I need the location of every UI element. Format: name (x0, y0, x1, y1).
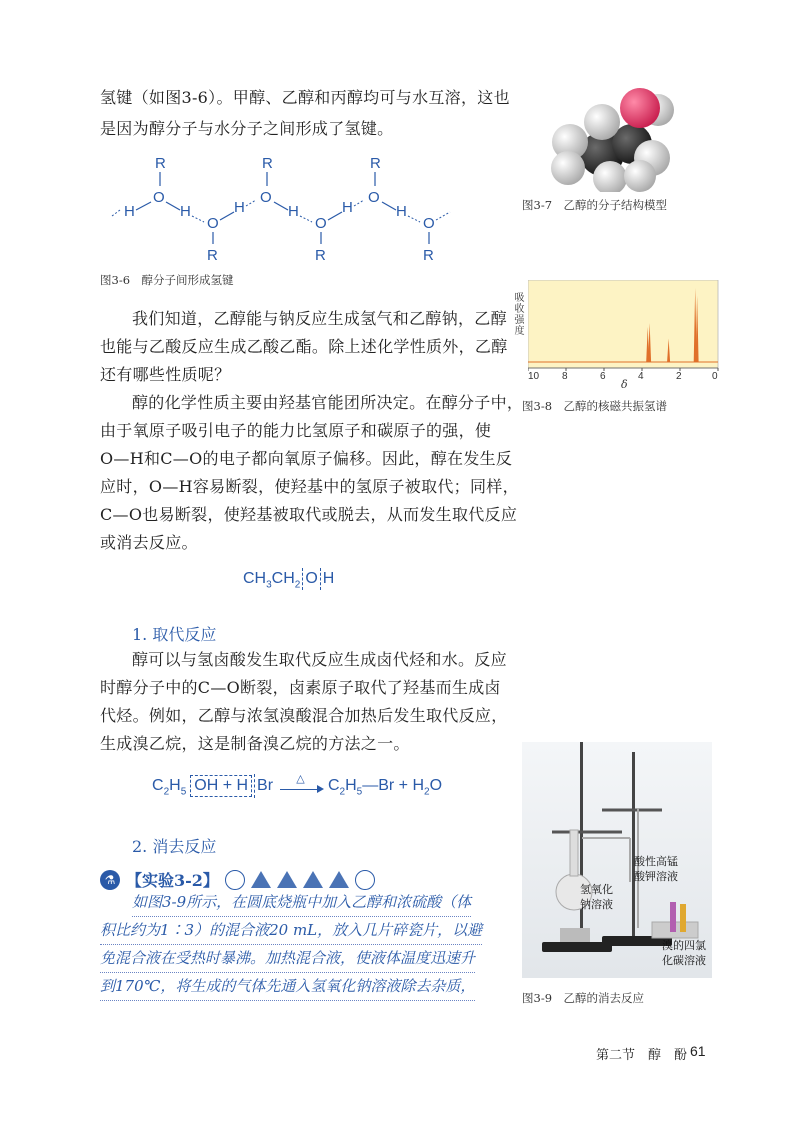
nmr-xlabel: δ (621, 378, 628, 390)
fire-warning-icon (277, 871, 297, 888)
para1-line-2: 也能与乙酸反应生成乙酸乙酯。除上述化学性质外，乙醇 (100, 337, 508, 356)
atom-o: O (207, 215, 219, 232)
atom-h: H (288, 203, 299, 220)
substitution-equation: $C_2H_5$ OH + H Br △ $C_2H_5—Br + H_2O$ (152, 773, 443, 798)
fig37-caption: 图3-7 乙醇的分子结构模型 (522, 198, 668, 212)
page-number: 61 (690, 1043, 706, 1059)
fig36-caption: 图3-6 醇分子间形成氢键 (100, 273, 234, 287)
label-bromine: 溴的四氯 化碳溶液 (662, 939, 706, 967)
heat-warning-icon (251, 871, 271, 888)
atom-r: R (315, 247, 326, 264)
experiment-line-2: 积比约为1∶3）的混合液20 mL，放入几片碎瓷片，以避 (100, 916, 482, 945)
footer-section: 第二节 醇 酚 (596, 1048, 688, 1063)
experiment-line-3: 免混合液在受热时暴沸。加热混合液，使液体温度迅速升 (100, 944, 475, 973)
experiment-line-4: 到170℃，将生成的气体先通入氢氧化钠溶液除去杂质， (100, 972, 475, 1001)
atom-o: O (260, 189, 272, 206)
hydrogen-bond-diagram (100, 150, 460, 270)
fig39-caption: 图3-9 乙醇的消去反应 (522, 991, 645, 1005)
atom-o: O (368, 189, 380, 206)
nmr-tick-label: 2 (676, 371, 682, 382)
para2-line-3: O—H和C—O的电子都向氧原子偏移。因此，醇在发生反 (100, 449, 513, 468)
atom-o: O (315, 215, 327, 232)
experiment-line-1: 如图3-9所示，在圆底烧瓶中加入乙醇和浓硫酸（体 (132, 888, 471, 917)
nmr-tick-label: 8 (562, 371, 568, 382)
ethanol-model-image (540, 82, 680, 192)
para3-line-4: 生成溴乙烷，这是制备溴乙烷的方法之一。 (100, 734, 410, 753)
nmr-tick-label: 6 (600, 371, 606, 382)
atom-h: H (234, 199, 245, 216)
atom-h: H (342, 199, 353, 216)
atom-h: H (180, 203, 191, 220)
gas-warning-icon (329, 871, 349, 888)
section1-title: 1. 取代反应 (132, 625, 217, 644)
atom-h: H (124, 203, 135, 220)
para2-line-2: 由于氧原子吸引电子的能力比氢原子和碳原子的强，使 (100, 421, 492, 440)
para1-line-1: 我们知道，乙醇能与钠反应生成氢气和乙醇钠，乙醇 (132, 309, 507, 328)
para1-line-3: 还有哪些性质呢？ (100, 365, 231, 384)
apparatus-photo (522, 742, 712, 978)
experiment-label: 【实验3-2】 (126, 871, 219, 890)
ventilation-icon (355, 870, 375, 890)
leaving-group-box: OH + H (190, 775, 252, 797)
label-kmno4: 酸性高锰 酸钾溶液 (634, 855, 678, 883)
goggles-icon (225, 870, 245, 890)
section2-title: 2. 消去反应 (132, 837, 217, 856)
para3-line-3: 代烃。例如，乙醇与浓氢溴酸混合加热后发生取代反应， (100, 706, 508, 725)
label-naoh: 氢氧化 钠溶液 (580, 883, 613, 911)
corrosive-warning-icon (303, 871, 323, 888)
reaction-arrow: △ (278, 777, 324, 795)
intro-line-2: 是因为醇分子与水分子之间形成了氢键。 (100, 119, 394, 138)
para2-line-4: 应时，O—H容易断裂，使羟基中的氢原子被取代；同样， (100, 477, 519, 496)
atom-r: R (262, 155, 273, 172)
nmr-tick-label: 4 (638, 371, 644, 382)
nmr-chart (528, 280, 728, 390)
para3-line-2: 时醇分子中的C—O断裂，卤素原子取代了羟基而生成卤 (100, 678, 501, 697)
ethanol-formula: $CH_3CH_2$ O H (243, 568, 334, 590)
nmr-ylabel: 吸收强度 (512, 292, 523, 336)
atom-o: O (153, 189, 165, 206)
fig38-caption: 图3-8 乙醇的核磁共振氢谱 (522, 399, 668, 413)
atom-o: O (423, 215, 435, 232)
atom-h: H (396, 203, 407, 220)
nmr-tick-label: 0 (712, 371, 718, 382)
flask-icon: ⚗ (100, 870, 120, 890)
para2-line-6: 或消去反应。 (100, 533, 198, 552)
atom-r: R (370, 155, 381, 172)
intro-line-1: 氢键（如图3-6）。甲醇、乙醇和丙醇均可与水互溶，这也 (100, 88, 510, 107)
para3-line-1: 醇可以与氢卤酸发生取代反应生成卤代烃和水。反应 (132, 650, 507, 669)
para2-line-5: C—O也易断裂，使羟基被取代或脱去，从而发生取代反应 (100, 505, 518, 524)
atom-r: R (423, 247, 434, 264)
atom-r: R (207, 247, 218, 264)
atom-r: R (155, 155, 166, 172)
nmr-plot-area (528, 280, 718, 368)
nmr-tick-label: 10 (528, 371, 540, 382)
para2-line-1: 醇的化学性质主要由羟基官能团所决定。在醇分子中， (132, 393, 524, 412)
